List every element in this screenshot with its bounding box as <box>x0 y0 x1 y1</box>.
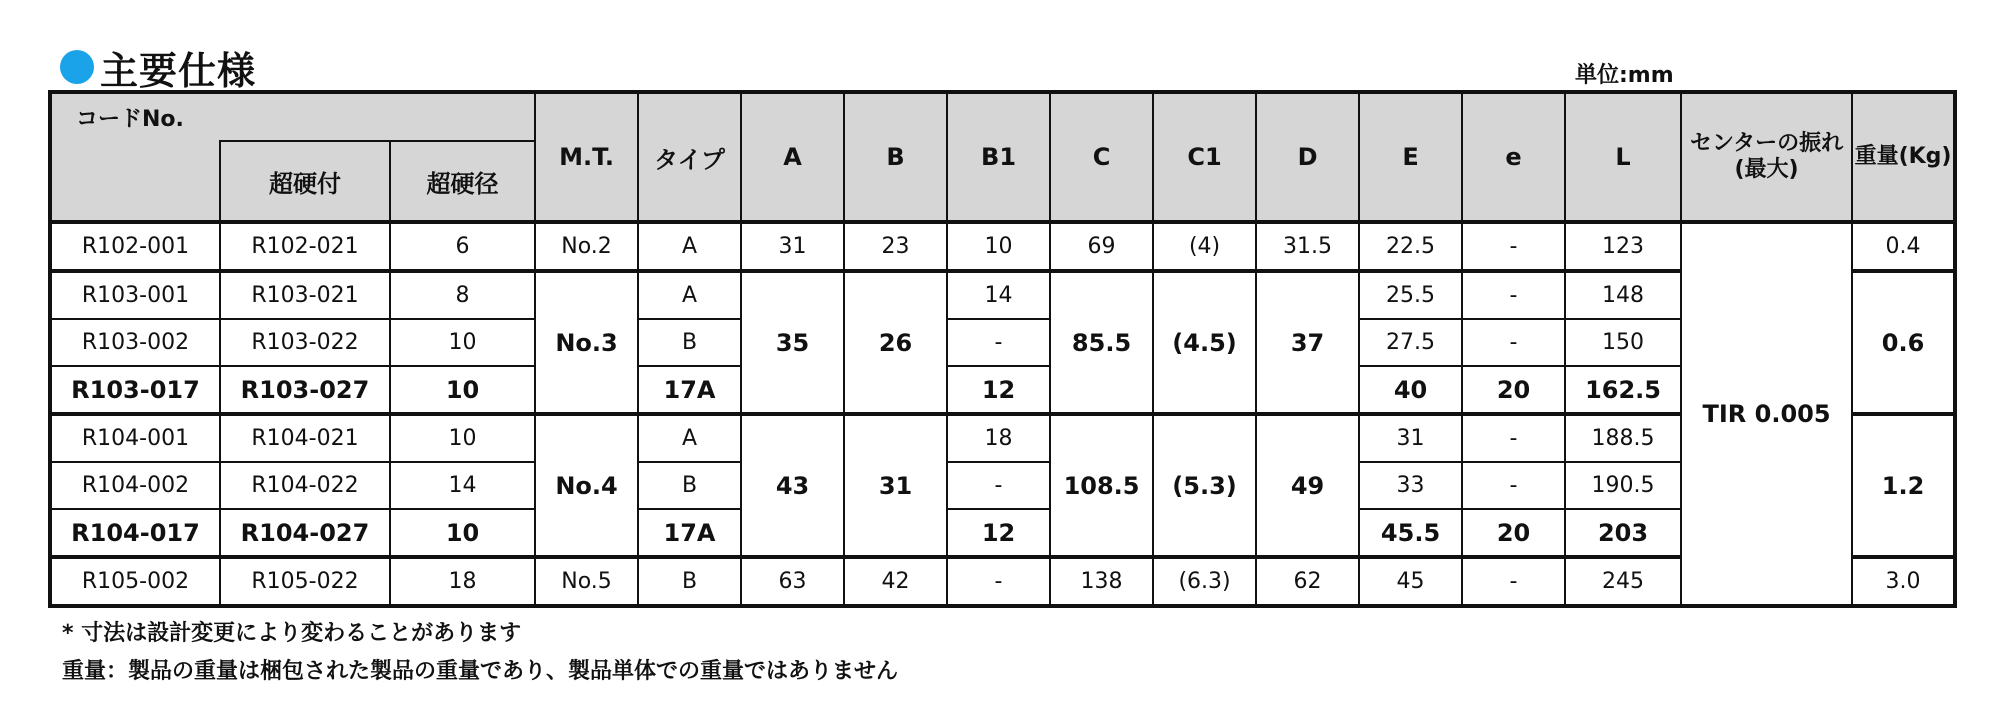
cell-code: R103-017 <box>50 366 220 414</box>
header-e-upper: E <box>1359 92 1462 222</box>
cell-b1: - <box>947 462 1050 509</box>
note-design-change: * 寸法は設計変更により変わることがあります <box>62 621 522 646</box>
cell-code: R105-002 <box>50 557 220 606</box>
cell-c: 108.5 <box>1050 414 1153 557</box>
cell-dia: 10 <box>390 366 535 414</box>
table-row <box>50 271 1955 319</box>
cell-a: 43 <box>741 414 844 557</box>
cell-carbide: R103-022 <box>220 319 390 366</box>
cell-carbide: R104-027 <box>220 509 390 557</box>
cell-d: 37 <box>1256 271 1359 414</box>
cell-code: R103-001 <box>50 271 220 319</box>
cell-b1: - <box>947 319 1050 366</box>
cell-e-lower: - <box>1462 414 1565 462</box>
cell-e-lower: - <box>1462 271 1565 319</box>
cell-e-lower: - <box>1462 222 1565 271</box>
cell-b1: 12 <box>947 366 1050 414</box>
header-e-lower: e <box>1462 92 1565 222</box>
section-title-text: 主要仕様 <box>100 48 257 93</box>
cell-code: R104-001 <box>50 414 220 462</box>
cell-type: A <box>638 414 741 462</box>
table-row <box>50 319 1955 366</box>
cell-l: 150 <box>1565 319 1681 366</box>
cell-d: 49 <box>1256 414 1359 557</box>
header-d: D <box>1256 92 1359 222</box>
cell-l: 203 <box>1565 509 1681 557</box>
cell-mt: No.2 <box>535 222 638 271</box>
cell-c: 69 <box>1050 222 1153 271</box>
cell-type: 17A <box>638 366 741 414</box>
cell-type: B <box>638 462 741 509</box>
cell-type: A <box>638 271 741 319</box>
cell-mt: No.4 <box>535 414 638 557</box>
cell-e-lower: - <box>1462 557 1565 606</box>
header-code: コードNo. <box>50 92 535 141</box>
cell-weight: 1.2 <box>1852 414 1955 557</box>
cell-l: 162.5 <box>1565 366 1681 414</box>
cell-d: 62 <box>1256 557 1359 606</box>
cell-type: B <box>638 557 741 606</box>
cell-c1: (5.3) <box>1153 414 1256 557</box>
cell-e-upper: 22.5 <box>1359 222 1462 271</box>
cell-c: 85.5 <box>1050 271 1153 414</box>
cell-type: B <box>638 319 741 366</box>
header-l: L <box>1565 92 1681 222</box>
cell-code: R102-001 <box>50 222 220 271</box>
cell-type: 17A <box>638 509 741 557</box>
cell-e-lower: 20 <box>1462 366 1565 414</box>
cell-dia: 8 <box>390 271 535 319</box>
cell-carbide: R105-022 <box>220 557 390 606</box>
cell-e-upper: 31 <box>1359 414 1462 462</box>
header-c: C <box>1050 92 1153 222</box>
table-row <box>50 366 1955 414</box>
cell-l: 148 <box>1565 271 1681 319</box>
cell-c1: (4.5) <box>1153 271 1256 414</box>
cell-dia: 10 <box>390 319 535 366</box>
table-row <box>50 414 1955 462</box>
spec-table <box>48 90 1957 608</box>
table-row <box>50 222 1955 271</box>
cell-l: 123 <box>1565 222 1681 271</box>
cell-e-lower: - <box>1462 319 1565 366</box>
cell-weight: 3.0 <box>1852 557 1955 606</box>
cell-e-upper: 25.5 <box>1359 271 1462 319</box>
header-b: B <box>844 92 947 222</box>
cell-carbide: R104-021 <box>220 414 390 462</box>
header-carbide-tip: 超硬付 <box>220 141 390 222</box>
header-row-1 <box>50 92 1955 141</box>
cell-carbide: R102-021 <box>220 222 390 271</box>
header-weight: 重量(Kg) <box>1852 92 1955 222</box>
cell-l: 245 <box>1565 557 1681 606</box>
cell-weight: 0.6 <box>1852 271 1955 414</box>
cell-b1: 14 <box>947 271 1050 319</box>
cell-b: 31 <box>844 414 947 557</box>
cell-b1: 18 <box>947 414 1050 462</box>
bullet-dot-icon <box>60 50 94 84</box>
cell-e-upper: 45.5 <box>1359 509 1462 557</box>
header-c1: C1 <box>1153 92 1256 222</box>
cell-a: 35 <box>741 271 844 414</box>
cell-a: 63 <box>741 557 844 606</box>
cell-e-upper: 40 <box>1359 366 1462 414</box>
table-row <box>50 462 1955 509</box>
cell-b: 42 <box>844 557 947 606</box>
cell-dia: 14 <box>390 462 535 509</box>
cell-type: A <box>638 222 741 271</box>
cell-l: 190.5 <box>1565 462 1681 509</box>
cell-d: 31.5 <box>1256 222 1359 271</box>
cell-c1: (6.3) <box>1153 557 1256 606</box>
cell-code: R103-002 <box>50 319 220 366</box>
cell-carbide: R103-021 <box>220 271 390 319</box>
cell-e-upper: 27.5 <box>1359 319 1462 366</box>
cell-dia: 10 <box>390 509 535 557</box>
cell-b1: 12 <box>947 509 1050 557</box>
cell-l: 188.5 <box>1565 414 1681 462</box>
cell-code: R104-017 <box>50 509 220 557</box>
cell-c: 138 <box>1050 557 1153 606</box>
cell-b: 26 <box>844 271 947 414</box>
section-title <box>60 44 257 93</box>
header-a: A <box>741 92 844 222</box>
unit-label: 単位:mm <box>1575 63 1674 88</box>
header-mt: M.T. <box>535 92 638 222</box>
cell-dia: 6 <box>390 222 535 271</box>
cell-dia: 18 <box>390 557 535 606</box>
header-code-blank <box>50 141 220 222</box>
cell-mt: No.3 <box>535 271 638 414</box>
cell-e-lower: 20 <box>1462 509 1565 557</box>
cell-b: 23 <box>844 222 947 271</box>
note-weight: 重量：製品の重量は梱包された製品の重量であり、製品単体での重量ではありません <box>62 659 899 684</box>
table-row <box>50 557 1955 606</box>
table-row <box>50 509 1955 557</box>
header-runout: センターの振れ(最大) <box>1681 92 1852 222</box>
cell-c1: (4) <box>1153 222 1256 271</box>
cell-carbide: R104-022 <box>220 462 390 509</box>
cell-weight: 0.4 <box>1852 222 1955 271</box>
cell-a: 31 <box>741 222 844 271</box>
cell-runout: TIR 0.005 <box>1681 222 1852 606</box>
cell-e-upper: 45 <box>1359 557 1462 606</box>
cell-mt: No.5 <box>535 557 638 606</box>
cell-code: R104-002 <box>50 462 220 509</box>
header-type: タイプ <box>638 92 741 222</box>
cell-dia: 10 <box>390 414 535 462</box>
header-b1: B1 <box>947 92 1050 222</box>
cell-e-lower: - <box>1462 462 1565 509</box>
cell-carbide: R103-027 <box>220 366 390 414</box>
cell-b1: 10 <box>947 222 1050 271</box>
cell-e-upper: 33 <box>1359 462 1462 509</box>
cell-b1: - <box>947 557 1050 606</box>
header-carbide-dia: 超硬径 <box>390 141 535 222</box>
